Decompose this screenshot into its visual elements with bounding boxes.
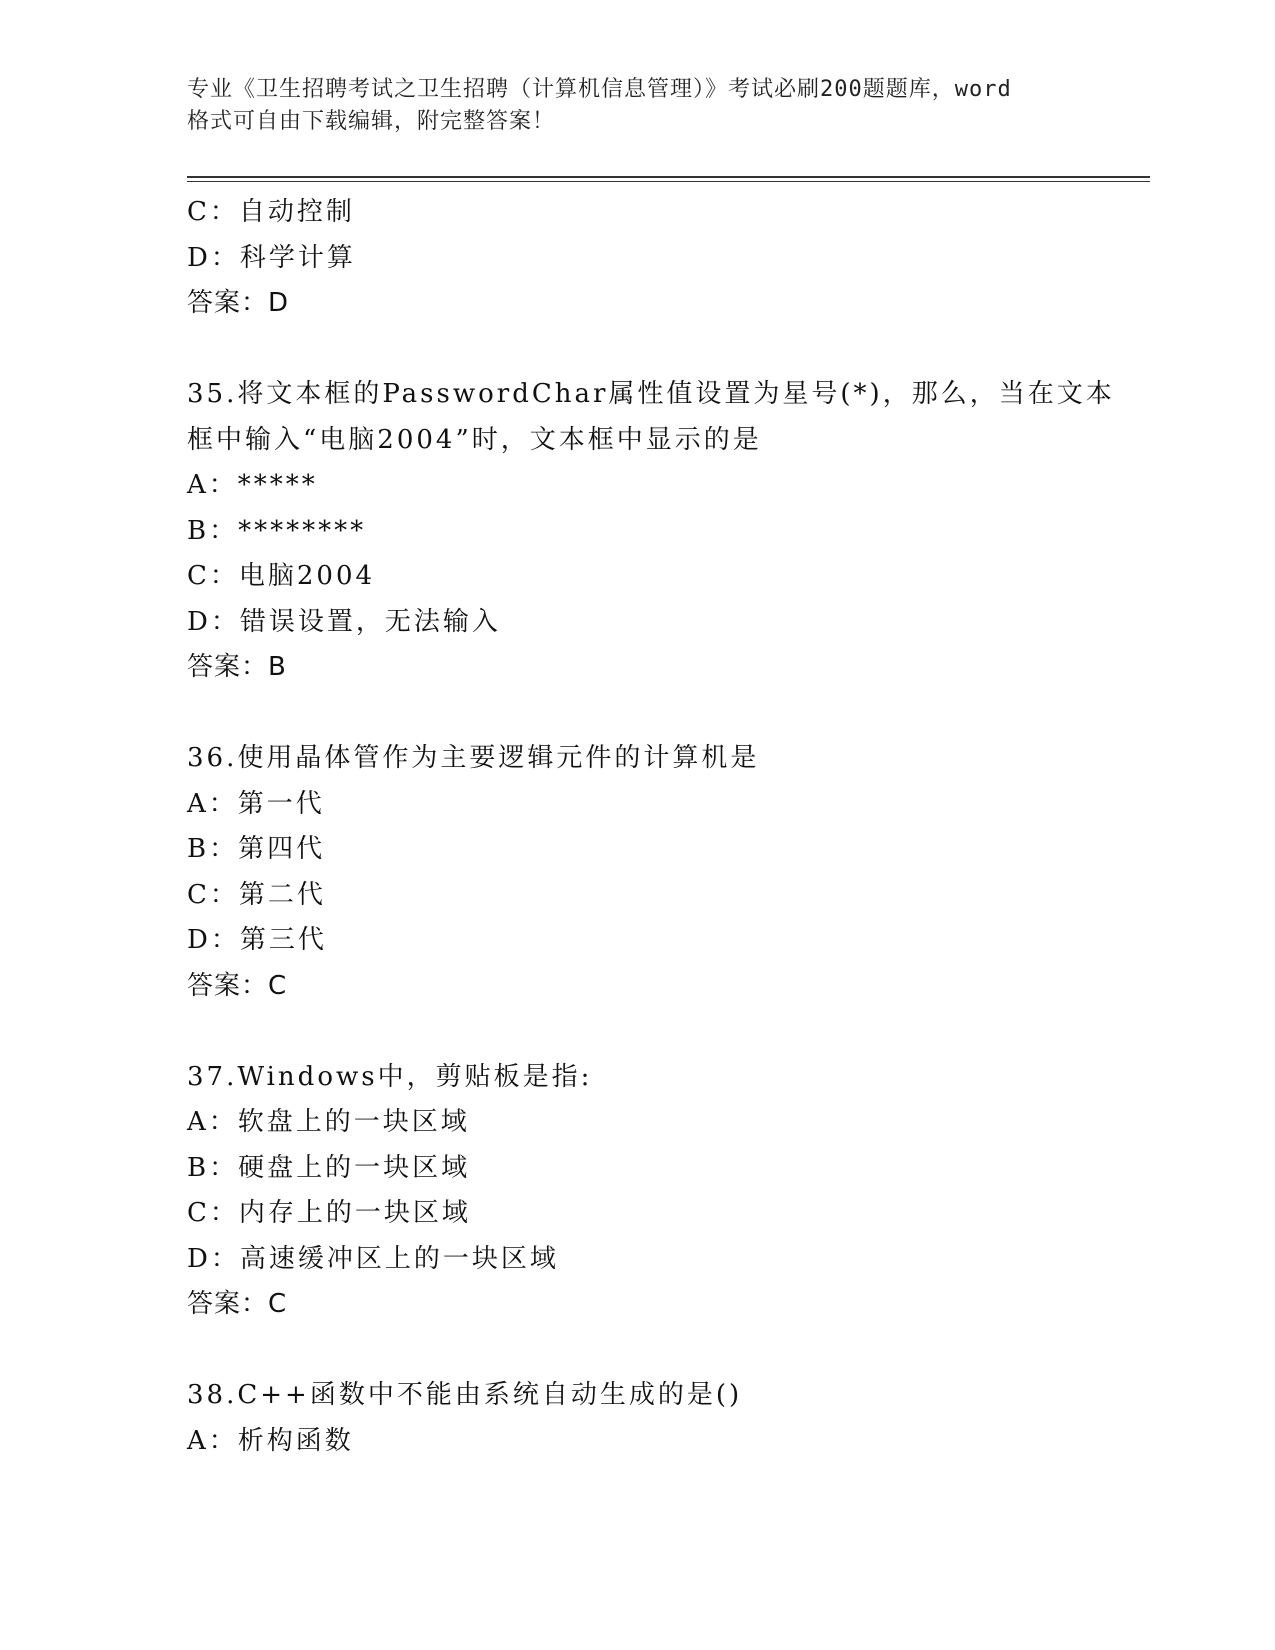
option-a: A：析构函数 xyxy=(187,1425,354,1456)
header-line-2: 格式可自由下载编辑，附完整答案！ xyxy=(187,109,556,134)
question-block xyxy=(187,1055,1087,1328)
answer-line: 答案：D xyxy=(187,288,290,318)
question-text: 38.C++函数中不能由系统自动生成的是() xyxy=(187,1380,743,1410)
header-divider-thick xyxy=(187,176,1150,178)
option-b: B：******** xyxy=(187,515,367,546)
question-text: 36.使用晶体管作为主要逻辑元件的计算机是 xyxy=(187,743,760,773)
option-b: B：第四代 xyxy=(187,834,326,864)
block-spacer xyxy=(187,1009,1087,1055)
header-line-1: 专业《卫生招聘考试之卫生招聘（计算机信息管理）》考试必刷200题题库，word xyxy=(187,77,1012,102)
option-c: C：电脑2004 xyxy=(187,561,376,591)
option-a: A：软盘上的一块区域 xyxy=(187,1107,470,1137)
answer-line: 答案：B xyxy=(187,652,287,682)
page-header xyxy=(187,74,1087,138)
question-list xyxy=(187,190,1115,1464)
answer-line: 答案：C xyxy=(187,1289,288,1319)
option-d: D：错误设置，无法输入 xyxy=(187,606,501,637)
block-spacer xyxy=(187,691,1087,737)
question-block xyxy=(187,1373,1087,1464)
option-c: C：自动控制 xyxy=(187,197,355,227)
answer-line: 答案：C xyxy=(187,970,288,1001)
question-block xyxy=(187,372,1115,691)
option-c: C：第二代 xyxy=(187,879,326,910)
option-c: C：内存上的一块区域 xyxy=(187,1198,471,1228)
option-d: D：高速缓冲区上的一块区域 xyxy=(187,1243,559,1274)
option-a: A：***** xyxy=(187,470,318,500)
question-text: 35.将文本框的PasswordChar属性值设置为星号(*)，那么，当在文本 xyxy=(187,379,1115,409)
block-spacer xyxy=(187,327,1087,373)
option-d: D：科学计算 xyxy=(187,242,356,273)
option-a: A：第一代 xyxy=(187,788,325,819)
option-d: D：第三代 xyxy=(187,925,327,955)
question-block xyxy=(187,736,1087,1009)
question-block xyxy=(187,190,1087,327)
option-b: B：硬盘上的一块区域 xyxy=(187,1152,471,1183)
question-text: 37.Windows中，剪贴板是指: xyxy=(187,1061,593,1092)
header-divider-thin xyxy=(187,181,1150,182)
question-text-continued: 框中输入“电脑2004”时，文本框中显示的是 xyxy=(187,424,762,455)
block-spacer xyxy=(187,1328,1087,1374)
